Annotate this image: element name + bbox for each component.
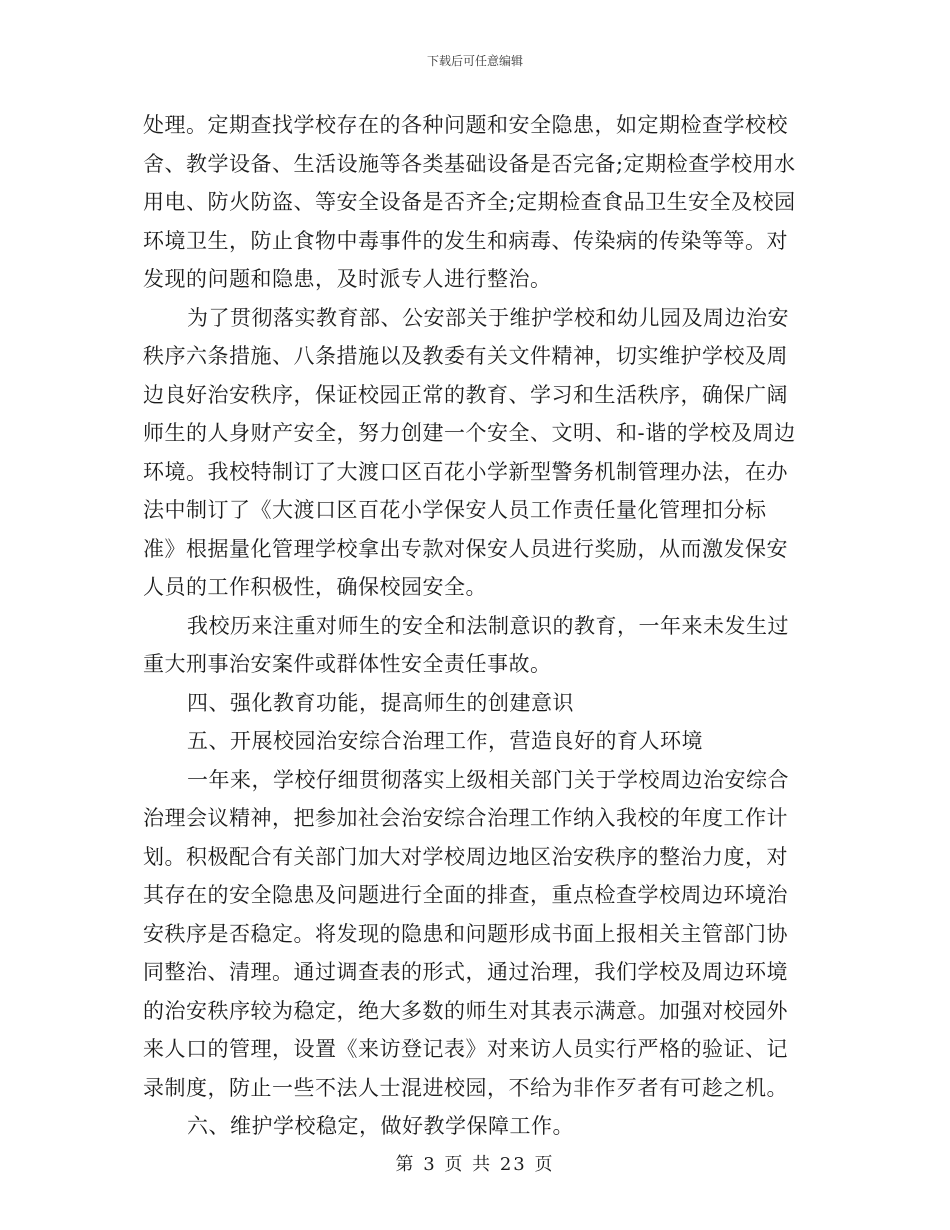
text-line: 环境。我校特制订了大渡口区百花小学新型警务机制管理办法，在办 [143, 459, 788, 484]
text-line: 人员的工作积极性，确保校园安全。 [143, 575, 487, 599]
text-line: 同整治、清理。通过调查表的形式，通过治理，我们学校及周边环境 [143, 960, 788, 984]
text-line: 舍、教学设备、生活设施等各类基础设备是否完备;定期检查学校用水 [143, 151, 796, 176]
text-line: 秩序六条措施、八条措施以及教委有关文件精神，切实维护学校及周 [143, 344, 788, 368]
text-line: 来人口的管理，设置《来访登记表》对来访人员实行严格的验证、记 [143, 1037, 788, 1061]
text-line: 师生的人身财产安全，努力创建一个安全、文明、和-谐的学校及周边 [143, 421, 796, 445]
text-line: 重大刑事治安案件或群体性安全责任事故。 [143, 652, 552, 676]
text-line: 法中制订了《大渡口区百花小学保安人员工作责任量化管理扣分标 [143, 498, 767, 522]
text-line: 发现的问题和隐患，及时派专人进行整治。 [143, 267, 552, 291]
text-line: 处理。定期查找学校存在的各种问题和安全隐患，如定期检查学校校 [143, 113, 788, 137]
text-line: 准》根据量化管理学校拿出专款对保安人员进行奖励，从而激发保安 [143, 536, 788, 561]
section-heading: 五、开展校园治安综合治理工作，营造良好的育人环境 [187, 729, 703, 753]
paragraph-start-line: 我校历来注重对师生的安全和法制意识的教育，一年来未发生过 [187, 613, 789, 638]
text-line: 治理会议精神，把参加社会治安综合治理工作纳入我校的年度工作计 [143, 806, 788, 830]
page-number-footer: 第 3 页 共 23 页 [395, 1154, 555, 1175]
document-body [143, 106, 808, 1146]
text-line: 录制度，防止一些不法人士混进校园，不给为非作歹者有可趁之机。 [143, 1075, 788, 1100]
section-heading: 四、强化教育功能，提高师生的创建意识 [187, 690, 574, 715]
text-line: 环境卫生，防止食物中毒事件的发生和病毒、传染病的传染等等。对 [143, 228, 788, 253]
paragraph-start-line: 一年来，学校仔细贯彻落实上级相关部门关于学校周边治安综合 [187, 767, 789, 792]
text-line: 其存在的安全隐患及问题进行全面的排查，重点检查学校周边环境治 [143, 883, 788, 907]
text-line: 的治安秩序较为稳定，绝大多数的师生对其表示满意。加强对校园外 [143, 998, 788, 1023]
page-header-note: 下载后可任意编辑 [426, 54, 523, 68]
section-heading: 六、维护学校稳定，做好教学保障工作。 [187, 1114, 574, 1138]
text-line: 边良好治安秩序，保证校园正常的教育、学习和生活秩序，确保广阔 [143, 382, 788, 407]
text-line: 安秩序是否稳定。将发现的隐患和问题形成书面上报相关主管部门协 [143, 921, 788, 946]
text-line: 用电、防火防盗、等安全设备是否齐全;定期检查食品卫生安全及校园 [143, 190, 796, 214]
paragraph-start-line: 为了贯彻落实教育部、公安部关于维护学校和幼儿园及周边治安 [187, 305, 789, 330]
text-line: 划。积极配合有关部门加大对学校周边地区治安秩序的整治力度，对 [143, 844, 788, 869]
